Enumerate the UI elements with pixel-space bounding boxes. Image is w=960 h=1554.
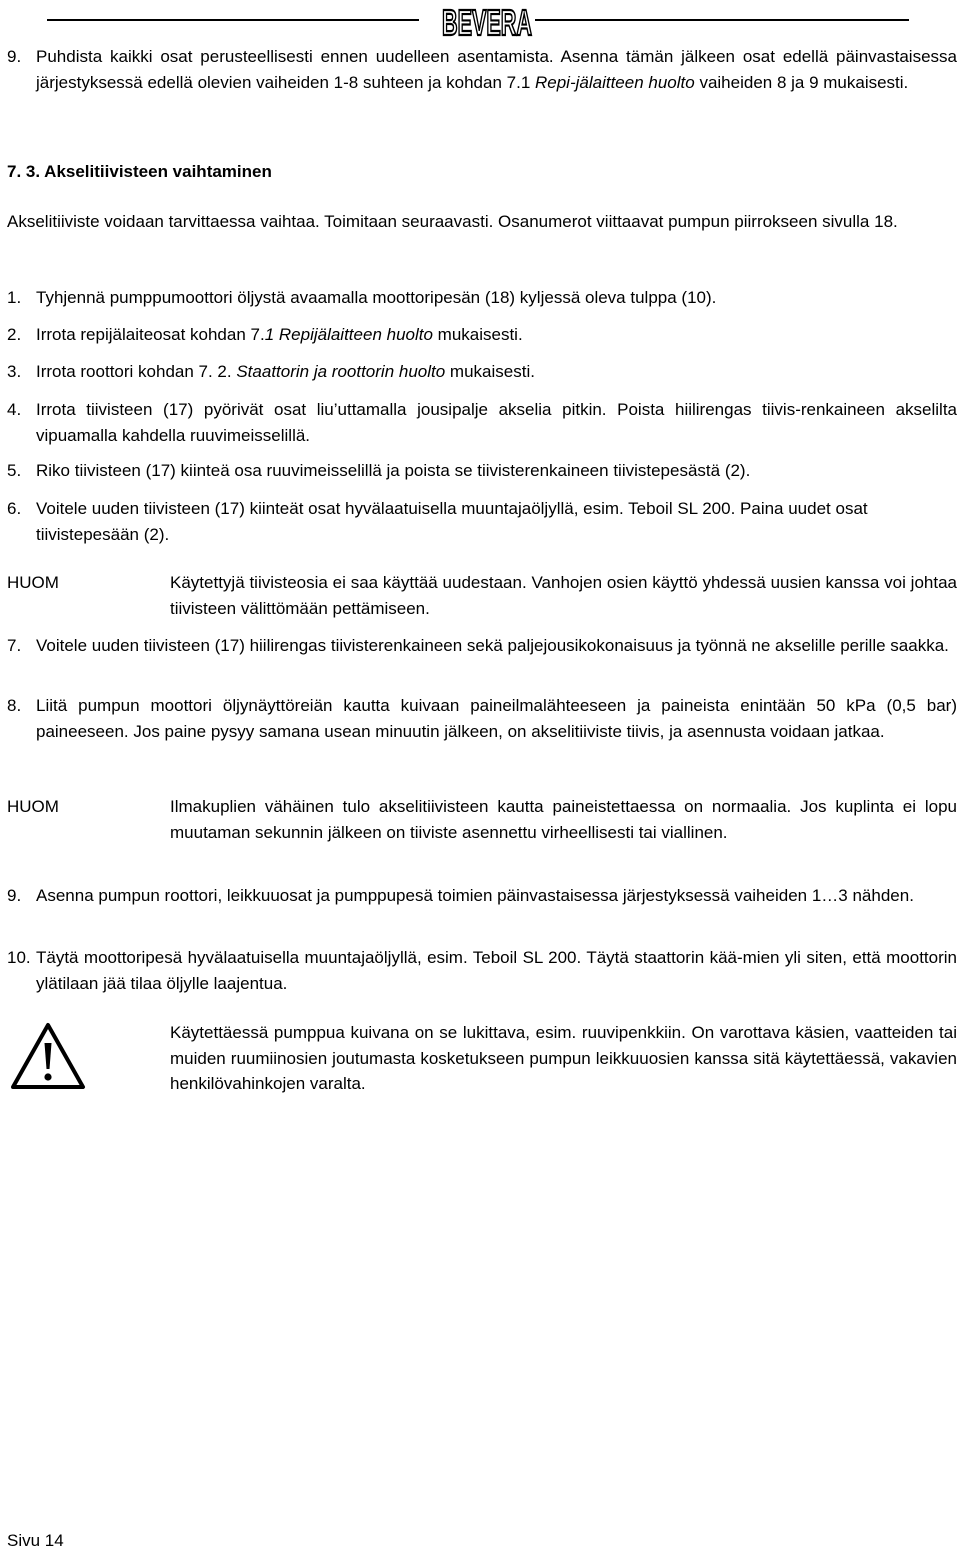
note-2: [7, 794, 957, 845]
step-reference: Staattorin ja roottorin huolto: [236, 362, 446, 381]
step-number: 8.: [7, 696, 22, 715]
step-text: Voitele uuden tiivisteen (17) kiinteät osat hyvälaatuisella muuntajaöljyllä, esim. Teboil SL 200. Paina uudet osat tiivistepesään (2).: [36, 499, 868, 544]
note-label: HUOM: [7, 797, 59, 816]
step-number: 4.: [7, 400, 22, 419]
intro-step: [7, 44, 957, 95]
note-1: [7, 570, 957, 621]
step-number: 2.: [7, 325, 22, 344]
note-text: Ilmakuplien vähäinen tulo akselitiivisteen kautta paineistettaessa on normaalia. Jos kuplinta ei lopu muutaman sekunnin jälkeen on tiiviste asennettu virheellisesti tai viallinen.: [170, 797, 957, 842]
step-number: 9.: [7, 886, 22, 905]
step-1: [7, 285, 957, 311]
warning-triangle-icon: [10, 1022, 86, 1090]
step-3: [7, 359, 957, 385]
step-5: [7, 458, 957, 484]
step-text: [36, 359, 957, 385]
step-text: Täytä moottoripesä hyvälaatuisella muuntajaöljyllä, esim. Teboil SL 200. Täytä staattorin kää-mien yli siten, että moottorin ylätilaan jää tilaa öljylle laajentua.: [36, 948, 957, 993]
step-8: [7, 693, 957, 744]
section-heading: 7. 3. Akselitiivisteen vaihtaminen: [7, 162, 272, 181]
step-text-part: mukaisesti.: [432, 325, 523, 344]
warning-text: Käytettäessä pumppua kuivana on se lukittava, esim. ruuvipenkkiin. On varottava käsien, vaatteiden tai muiden ruumiinosien joutumasta kosketukseen pumpun leikkuuosien kanssa sitä käytettäessä, vakavien henkilövahinkojen varalta.: [170, 1023, 957, 1093]
section-intro-text: Akselitiiviste voidaan tarvittaessa vaihtaa. Toimitaan seuraavasti. Osanumerot viittaavat pumpun piirrokseen sivulla 18.: [7, 212, 898, 231]
step-number: 9.: [7, 47, 22, 66]
step-text: Riko tiivisteen (17) kiinteä osa ruuvimeisselillä ja poista se tiivisterenkaineen tiivistepesästä (2).: [36, 461, 751, 480]
step-text: Irrota tiivisteen (17) pyörivät osat liu’uttamalla jousipalje akselia pitkin. Poista hiilirengas tiivis-renkaineen akselilta vipuamalla kahdella ruuvimeisselillä.: [36, 400, 957, 445]
step-text: Tyhjennä pumppumoottori öljystä avaamalla moottoripesän (18) kyljessä oleva tulppa (10).: [36, 288, 717, 307]
step-number: 7.: [7, 636, 22, 655]
step-number: 5.: [7, 461, 22, 480]
step-7: [7, 633, 957, 659]
step-number: 1.: [7, 288, 22, 307]
step-text-part: vaiheiden 8 ja 9 mukaisesti.: [694, 72, 909, 92]
step-number: 10.: [7, 948, 31, 967]
step-text-part: Puhdista kaikki osat perusteellisesti ennen uudelleen asentamista. Asenna tämän jälkeen osat edellä päinvastaisessa järjestyksessä edellä olevien vaiheiden 1-8 suhteen ja kohdan 7.1: [36, 47, 957, 92]
step-text-part: Irrota roottori kohdan 7. 2.: [36, 362, 237, 381]
step-4: [7, 397, 957, 448]
step-reference: 1 Repijälaitteen huolto: [264, 325, 433, 344]
logo-text: BEVERA: [442, 2, 532, 43]
step-number: 6.: [7, 499, 22, 518]
step-text: Asenna pumpun roottori, leikkuuosat ja pumppupesä toimien päinvastaisessa järjestyksessä vaiheiden 1…3 nähden.: [36, 886, 914, 905]
step-text-part: Irrota repijälaiteosat kohdan 7.: [36, 325, 265, 344]
step-10: [7, 945, 957, 996]
warning-block: [170, 1020, 957, 1097]
step-reference: Repi-jälaitteen huolto: [535, 72, 695, 92]
step-2: [7, 322, 957, 348]
note-text: Käytettyjä tiivisteosia ei saa käyttää uudestaan. Vanhojen osien käyttö yhdessä uusien kanssa voi johtaa tiivisteen välittömään pettämiseen.: [170, 573, 957, 618]
step-text: [36, 322, 957, 348]
step-6: [7, 496, 957, 547]
note-label: HUOM: [7, 573, 59, 592]
step-text-part: mukaisesti.: [445, 362, 535, 381]
bevera-logo: [440, 2, 534, 43]
step-text: Liitä pumpun moottori öljynäyttöreiän kautta kuivaan paineilmalähteeseen ja paineista enintään 50 kPa (0,5 bar) paineeseen. Jos paine pysyy samana usean minuutin jälkeen, on akselitiiviste tiivis, ja asennusta voidaan jatkaa.: [36, 696, 957, 741]
section-intro: [7, 209, 957, 235]
header-rule-right: [535, 19, 909, 21]
step-text: [36, 44, 957, 95]
step-text: Voitele uuden tiivisteen (17) hiilirengas tiivisterenkaineen sekä paljejousikokonaisuus ja työnnä ne akselille perille saakka.: [36, 636, 949, 655]
page-number: Sivu 14: [7, 1531, 64, 1550]
step-9: [7, 883, 957, 909]
step-number: 3.: [7, 362, 22, 381]
header-rule-left: [47, 19, 419, 21]
